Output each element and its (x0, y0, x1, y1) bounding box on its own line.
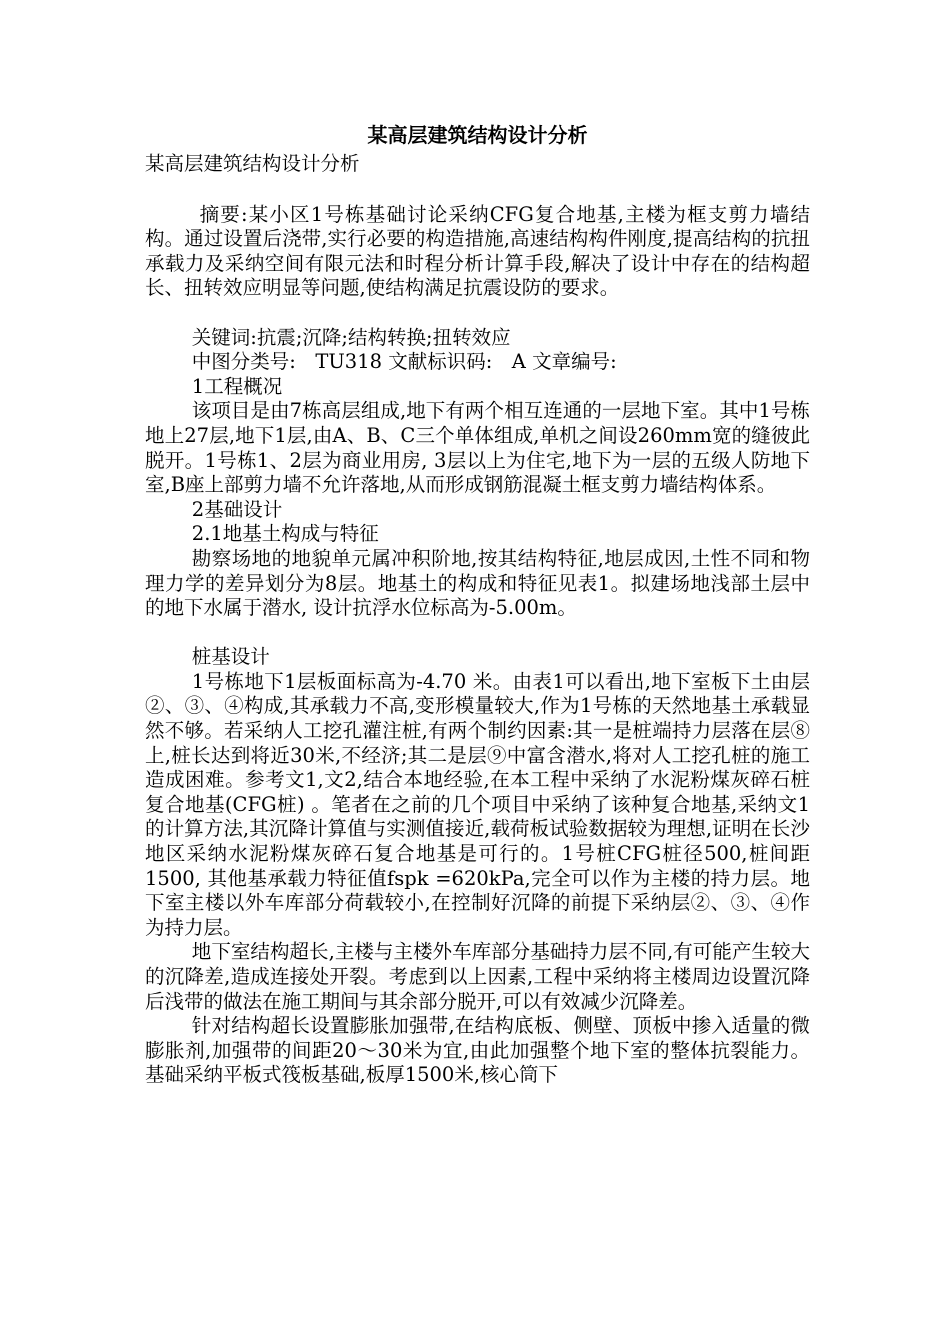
blank-line (145, 301, 810, 326)
pile-design-paragraph-1: 1号栋地下1层板面标高为-4.70 米。由表1可以看出,地下室板下土由层②、③、④构成,其承载力不高,变形模量较大,作为1号栋的天然地基土承载显然不够。若采纳人工挖孔灌注桩,有两个制约因素:其一是桩端持力层落在层⑧上,桩长达到将近30米,不经济;其二是层⑨中富含潜水,将对人工挖孔桩的施工造成困难。参考文1,文2,结合本地经验,在本工程中采纳了水泥粉煤灰碎石桩复合地基(CFG桩) 。笔者在之前的几个项目中采纳了该种复合地基,采纳文1的计算方法,其沉降计算值与实测值接近,载荷板试验数据较为理想,证明在长沙地区采纳水泥粉煤灰碎石复合地基是可行的。1号桩CFG桩径500,桩间距1500, 其他基承载力特征值fspk =620kPa,完全可以作为主楼的持力层。地下室主楼以外车库部分荷载较小,在控制好沉降的前提下采纳层②、③、④作为持力层。 (145, 669, 810, 939)
blank-line (145, 621, 810, 646)
section-2-1-heading: 2.1地基土构成与特征 (191, 522, 379, 546)
abstract-paragraph: 摘要:某小区1号栋基础讨论采纳CFG复合地基,主楼为框支剪力墙结构。通过设置后浇带,实行必要的构造措施,高速结构构件刚度,提高结构的抗扭承载力及采纳空间有限元法和时程分析计算手段,解决了设计中存在的结构超长、扭转效应明显等问题,使结构满足抗震设防的要求。 (145, 202, 810, 300)
keywords-line: 关键词:抗震;沉降;结构转换;扭转效应 (191, 325, 511, 349)
pile-design-paragraph-2: 地下室结构超长,主楼与主楼外车库部分基础持力层不同,有可能产生较大的沉降差,造成连接处开裂。考虑到以上因素,工程中采纳将主楼周边设置沉降后浅带的做法在施工期间与其余部分脱开,可以有效减少沉降差。 (145, 940, 810, 1013)
document-page (145, 118, 810, 1088)
section-2-heading: 2基础设计 (191, 497, 283, 521)
section-2-1-paragraph: 勘察场地的地貌单元属冲积阶地,按其结构特征,地层成因,土性不同和物理力学的差异划分为8层。地基土的构成和特征见表1。拟建场地浅部土层中的地下水属于潜水, 设计抗浮水位标高为-5.00m。 (145, 546, 810, 620)
blank-line (145, 178, 810, 203)
document-title: 某高层建筑结构设计分析 (367, 123, 588, 147)
classification-line: 中图分类号: TU318 文献标识码: A 文章编号: (191, 350, 617, 374)
pile-design-paragraph-3: 针对结构超长设置膨胀加强带,在结构底板、侧壁、顶板中掺入适量的微膨胀剂,加强带的间距20～30米为宜,由此加强整个地下室的整体抗裂能力。基础采纳平板式筏板基础,板厚1500米,核心筒下 (145, 1014, 810, 1087)
pile-design-heading: 桩基设计 (191, 645, 270, 669)
document-subtitle: 某高层建筑结构设计分析 (145, 152, 360, 175)
section-1-heading: 1工程概况 (191, 374, 283, 398)
section-1-paragraph: 该项目是由7栋高层组成,地下有两个相互连通的一层地下室。其中1号栋地上27层,地下1层,由A、B、C三个单体组成,单机之间设260mm宽的缝彼此脱开。1号栋1、2层为商业用房, 3层以上为住宅,地下为一层的五级人防地下室,B座上部剪力墙不允许落地,从而形成钢筋混凝土框支剪力墙结构体系。 (145, 399, 810, 497)
